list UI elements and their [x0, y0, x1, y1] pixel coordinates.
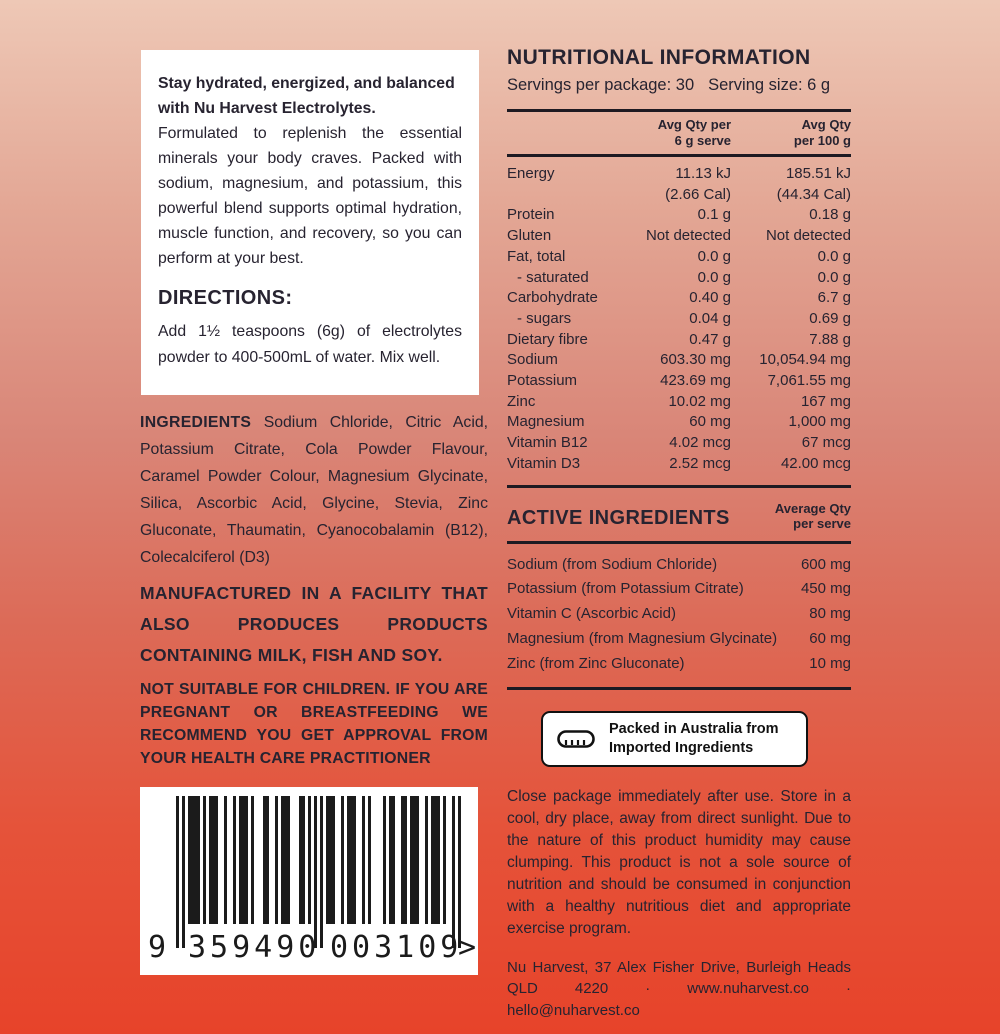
nutrient-per-100g: 6.7 g — [817, 289, 851, 307]
barcode-quiet-zone-mark: > — [457, 930, 476, 965]
nutrition-table-body — [507, 157, 851, 488]
nutrient-label: Potassium — [507, 372, 578, 390]
nutrition-row — [507, 164, 851, 185]
nutrition-row — [507, 392, 851, 413]
nutrient-per-100g: 7,061.55 mg — [767, 372, 851, 390]
nutrition-row — [507, 288, 851, 309]
active-ingredient-label: Sodium (from Sodium Chloride) — [507, 555, 718, 573]
barcode-digit-group1: 359490 — [188, 930, 321, 965]
product-info-box — [141, 50, 479, 395]
serving-size: Serving size: 6 g — [708, 76, 831, 94]
active-ingredient-label: Zinc (from Zinc Gluconate) — [507, 654, 685, 672]
active-ingredient-row — [507, 652, 851, 677]
nutrient-per-100g: 167 mg — [800, 392, 851, 410]
nutrient-label: Zinc — [507, 392, 536, 410]
nutrient-per-100g: Not detected — [765, 227, 851, 245]
active-ingredient-qty: 600 mg — [800, 555, 851, 573]
nutrient-per-100g: (44.34 Cal) — [776, 185, 851, 203]
facility-warning: MANUFACTURED IN A FACILITY THAT ALSO PRODUCES PRODUCTS CONTAINING MILK, FISH AND SOY. — [140, 583, 488, 665]
nutrition-row — [507, 433, 851, 454]
col-header-per-100g: Avg Qty per 100 g — [793, 117, 851, 148]
nutrition-row — [507, 309, 851, 330]
nutrition-table-header — [507, 112, 851, 157]
nutrient-label: Fat, total — [507, 247, 566, 265]
nutrient-per-serve: 0.47 g — [689, 330, 731, 348]
nutrition-row — [507, 350, 851, 371]
active-ingredient-row — [507, 577, 851, 602]
nutrient-label: Gluten — [507, 227, 552, 245]
active-ingredients-title: ACTIVE INGREDIENTS — [507, 506, 730, 529]
intro-headline: Stay hydrated, energized, and balanced with Nu Harvest Electrolytes. — [158, 75, 455, 117]
active-ingredient-qty: 80 mg — [809, 605, 851, 623]
directions-text: Add 1½ teaspoons (6g) of electrolytes powder to 400-500mL of water. Mix well. — [158, 323, 462, 366]
children-warning: NOT SUITABLE FOR CHILDREN. IF YOU ARE PREGNANT OR BREASTFEEDING WE RECOMMEND YOU GET APPROVAL FROM YOUR HEALTH CARE PRACTITIONER — [140, 681, 488, 767]
nutrient-label — [507, 185, 611, 206]
nutrition-row — [507, 247, 851, 268]
nutrition-row — [507, 205, 851, 226]
active-ingredient-qty: 450 mg — [800, 580, 851, 598]
nutrient-per-100g: 67 mcg — [801, 434, 851, 452]
nutrient-label: Energy — [507, 165, 555, 182]
directions-heading: DIRECTIONS: — [158, 287, 293, 309]
nutrient-label: Magnesium — [507, 413, 585, 431]
nutrient-label: Vitamin D3 — [507, 454, 581, 472]
nutrition-row — [507, 330, 851, 351]
barcode-digit-group2: 003109 — [330, 930, 463, 965]
nutrient-per-serve: 2.52 mcg — [669, 454, 731, 472]
nutrient-per-100g: 0.18 g — [809, 206, 851, 224]
active-ingredient-row — [507, 602, 851, 627]
active-ingredient-qty: 10 mg — [809, 654, 851, 672]
nutrient-per-serve: (2.66 Cal) — [665, 185, 731, 203]
nutrient-per-serve: 603.30 mg — [660, 351, 731, 369]
ingredients-list: Sodium Chloride, Citric Acid, Potassium Citrate, Cola Powder Flavour, Caramel Powder Colour, Magnesium Glycinate, Silica, Ascorbic Acid, Glycine, Stevia, Zinc Gluconate, Thaumatin, Cyanocobalamin (B12), Colecalciferol (D3) — [140, 414, 489, 566]
active-ingredient-row — [507, 553, 851, 578]
nutrition-table — [507, 109, 851, 488]
barcode — [140, 787, 478, 975]
nutrient-per-serve: 0.40 g — [689, 289, 731, 307]
barcode-digit-prefix: 9 — [148, 930, 167, 965]
active-ingredient-row — [507, 627, 851, 652]
active-ingredient-qty: 60 mg — [809, 629, 851, 647]
nutrient-per-100g: 185.51 kJ — [785, 165, 851, 182]
storage-instructions: Close package immediately after use. Store in a cool, dry place, away from direct sunlight. Due to the nature of this product humidity may cause clumping. This product is not a sole source of nutrition and should be consumed in conjunction with a healthy nutritious diet and appropriate exercise program. — [507, 787, 851, 937]
nutrient-per-serve: 423.69 mg — [660, 372, 731, 390]
intro-description: Formulated to replenish the essential minerals your body craves. Packed with sodium, magnesium, and potassium, this powerful blend supports optimal hydration, muscle function, and recovery, so you can perform at your best. — [158, 125, 462, 267]
nutrient-label: Carbohydrate — [507, 289, 598, 307]
active-ingredient-label: Magnesium (from Magnesium Glycinate) — [507, 629, 778, 647]
barcode-bars — [176, 796, 461, 948]
nutrition-row — [507, 371, 851, 392]
ingredients-label: INGREDIENTS — [140, 414, 252, 431]
active-col-header: Average Qty per serve — [774, 500, 851, 532]
nutrient-per-serve: 0.0 g — [697, 247, 731, 265]
nutrient-per-100g: 0.0 g — [817, 268, 851, 286]
packed-in-australia-badge — [541, 711, 808, 767]
active-ingredients-body — [507, 544, 851, 690]
nutrition-row — [507, 454, 851, 475]
nutrition-row — [507, 268, 851, 289]
nutrient-per-100g: 10,054.94 mg — [759, 351, 851, 369]
nutrient-per-serve: 60 mg — [689, 413, 731, 431]
nutrient-per-serve: 0.1 g — [697, 206, 731, 224]
nutrient-per-serve: 4.02 mcg — [669, 434, 731, 452]
nutrient-label: - saturated — [517, 268, 589, 286]
nutrition-row — [507, 185, 851, 206]
nutrient-per-serve: Not detected — [645, 227, 731, 245]
badge-text: Packed in Australia from Imported Ingredients — [609, 720, 779, 756]
nutrient-label: - sugars — [517, 309, 572, 327]
nutrient-per-serve: 10.02 mg — [668, 392, 731, 410]
ruler-icon — [557, 730, 595, 748]
nutrient-label: Protein — [507, 206, 555, 224]
nutrient-per-100g: 0.69 g — [809, 309, 851, 327]
nutrition-row — [507, 226, 851, 247]
active-ingredient-label: Vitamin C (Ascorbic Acid) — [507, 605, 676, 623]
servings-line — [507, 74, 851, 96]
col-header-per-serve: Avg Qty per 6 g serve — [657, 117, 731, 148]
nutrient-per-serve: 0.0 g — [697, 268, 731, 286]
barcode-number — [140, 931, 478, 965]
nutrient-per-100g: 42.00 mcg — [780, 454, 851, 472]
servings-per-package: Servings per package: 30 — [507, 76, 695, 94]
nutrient-per-serve: 0.04 g — [689, 309, 731, 327]
nutrition-panel — [507, 0, 851, 1021]
nutrient-label: Dietary fibre — [507, 330, 588, 348]
nutrition-row — [507, 412, 851, 433]
nutrient-per-100g: 7.88 g — [809, 330, 851, 348]
ingredients-text — [140, 409, 488, 571]
nutrient-per-100g: 1,000 mg — [788, 413, 851, 431]
nutrient-per-100g: 0.0 g — [817, 247, 851, 265]
nutrient-label: Sodium — [507, 351, 558, 369]
nutrition-title: NUTRITIONAL INFORMATION — [507, 46, 811, 69]
active-ingredients-header — [507, 488, 851, 544]
company-address: Nu Harvest, 37 Alex Fisher Drive, Burleigh Heads QLD 4220 · www.nuharvest.co · hello@nuharvest.co — [507, 958, 851, 1019]
nutrient-per-serve: 11.13 kJ — [675, 165, 731, 182]
active-ingredient-label: Potassium (from Potassium Citrate) — [507, 580, 744, 598]
nutrient-label: Vitamin B12 — [507, 434, 588, 452]
